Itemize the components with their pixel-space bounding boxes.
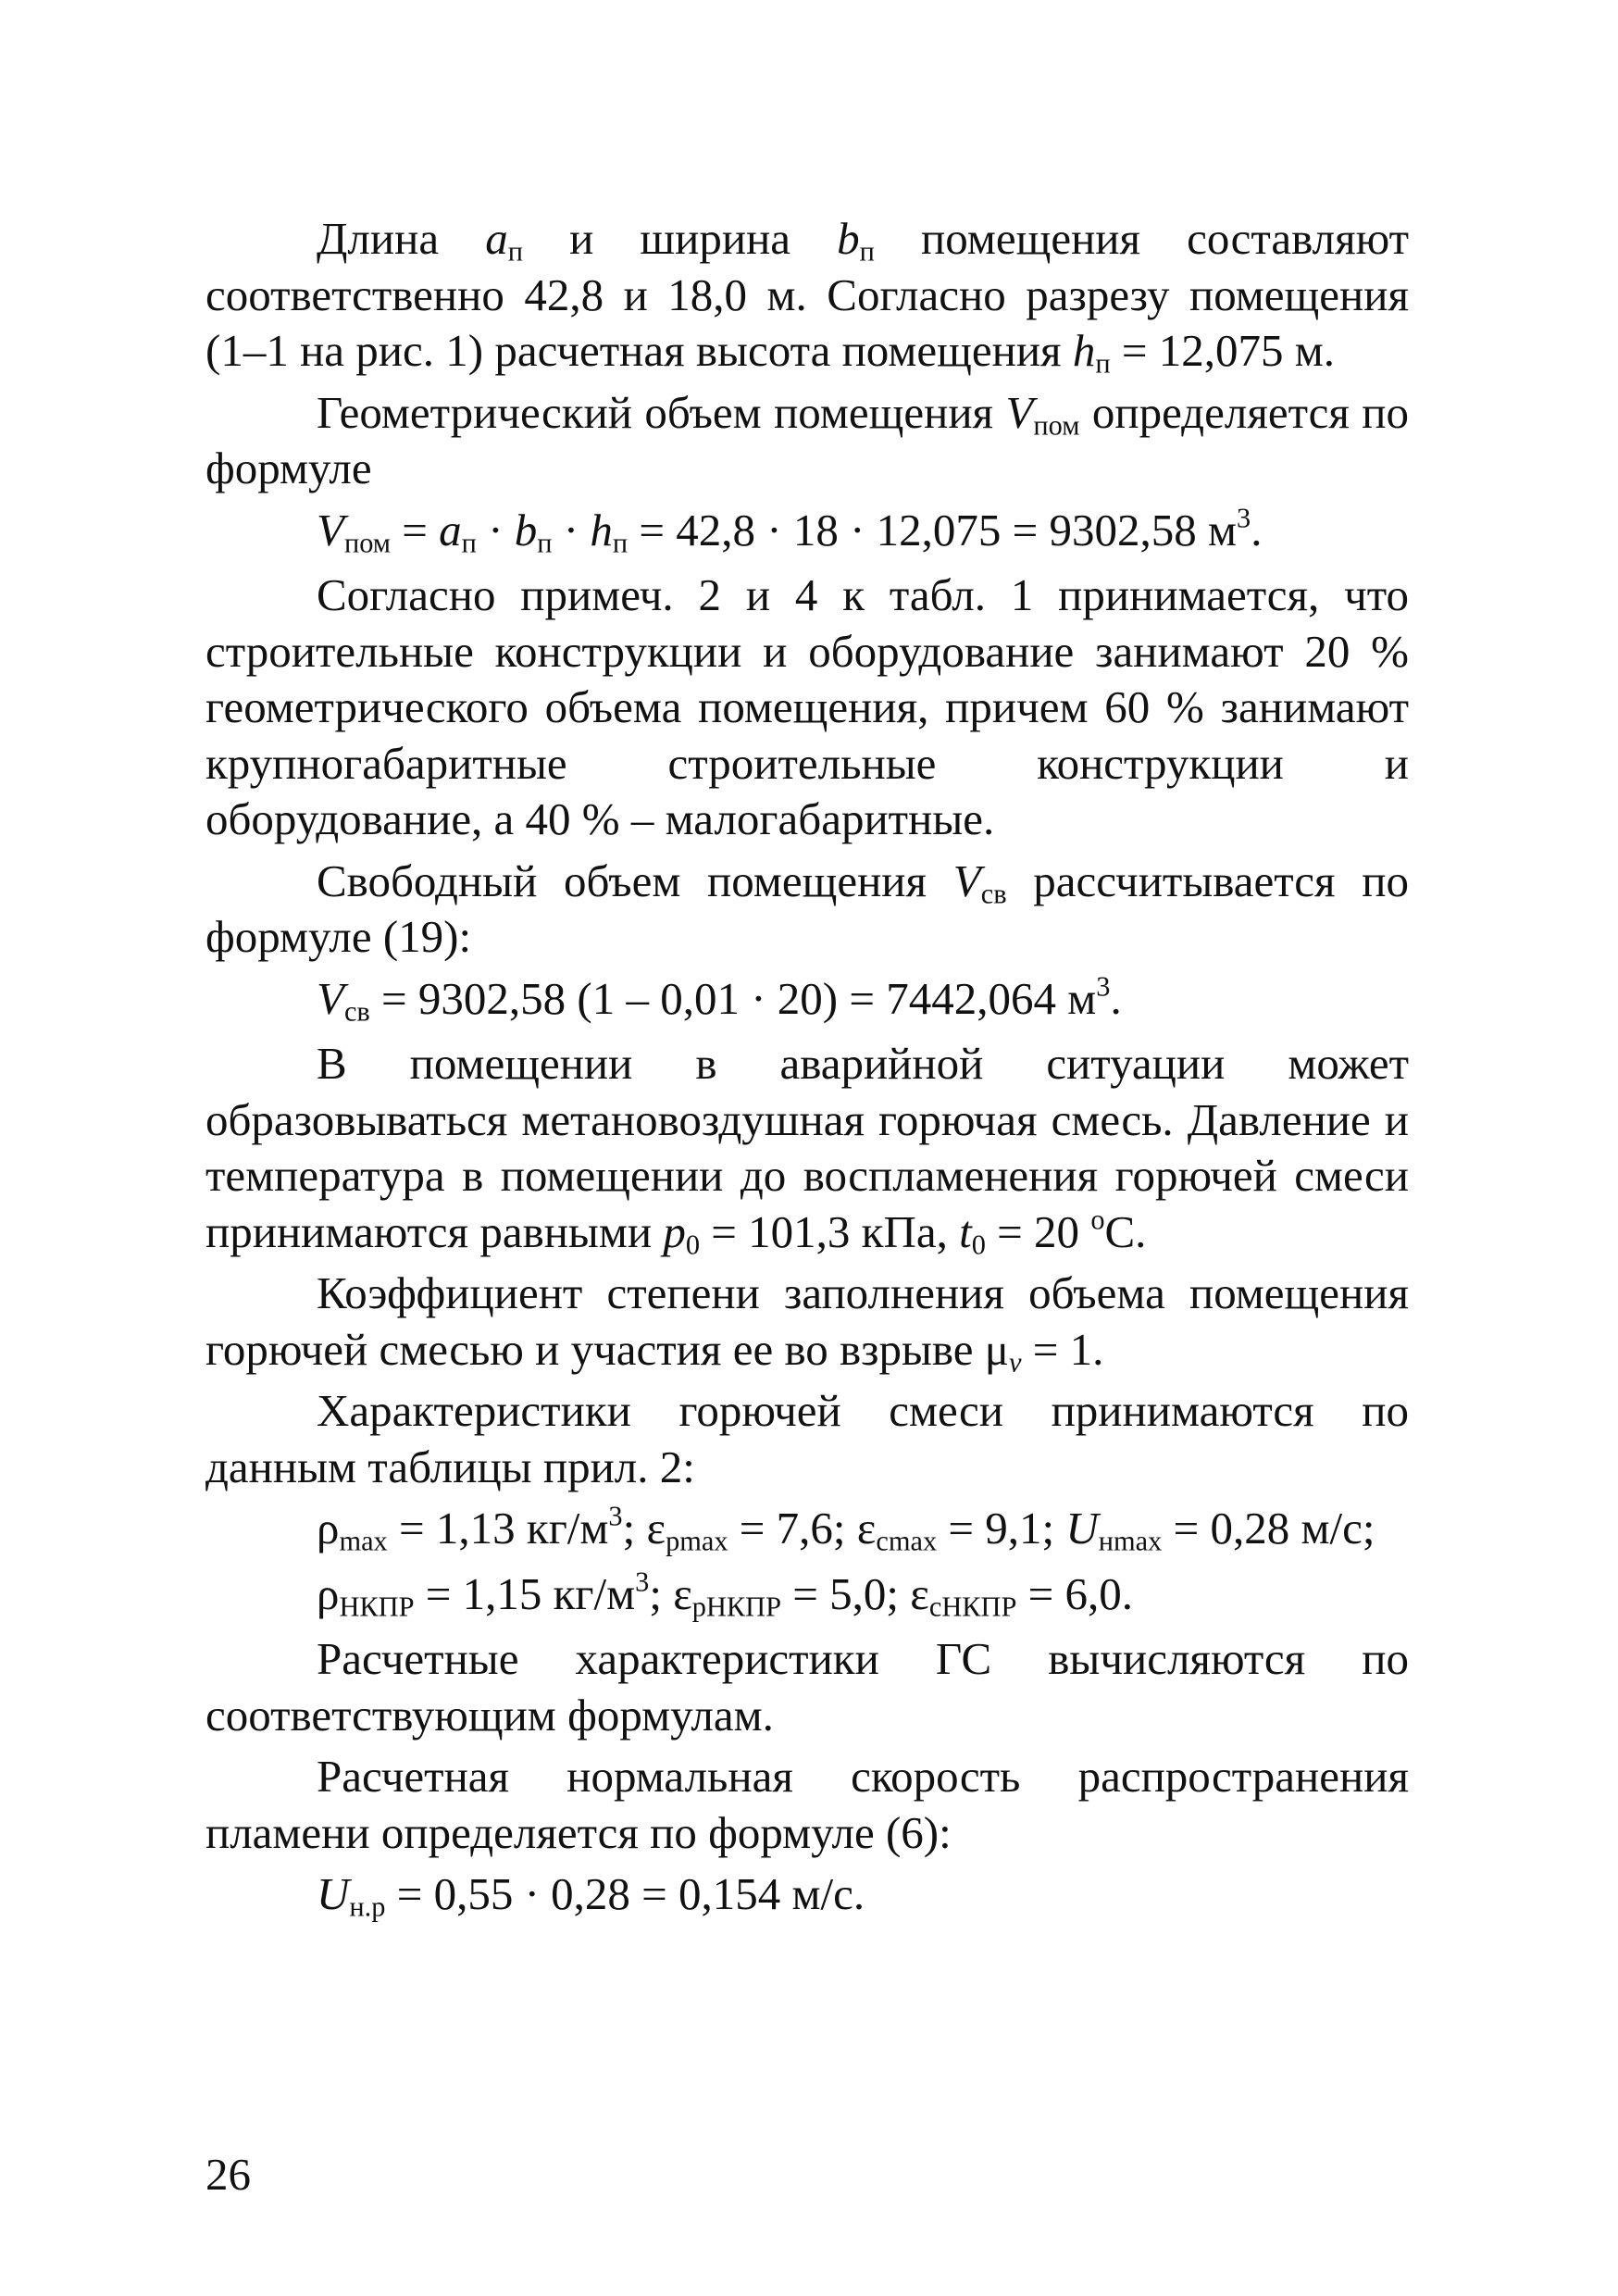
paragraph-mixture-characteristics: Характеристики горючей смеси принимаются по данным таблицы прил. 2: xyxy=(205,1385,1409,1492)
paragraph-flame-speed: Расчетная нормальная скорость распространения пламени определяется по формуле (6): xyxy=(205,1751,1409,1858)
page-number: 26 xyxy=(205,2149,251,2200)
formula-characteristics-max: $\rho_{max} = 1,13$ $кг/м^3$; $\varepsilon_{pmax} = 7,6$; $\varepsilon_{cmax} = 9,1$; $U_{нmax} = 0,28$ м/с; xyxy=(317,1500,1375,1557)
paragraph-geometric-volume: Геометрический объем помещения $V_{пом}$ определяется по формуле xyxy=(205,386,1409,493)
paragraph-equipment-share: Согласно примеч. 2 и 4 к табл. 1 принимается, что строительные конструкции и оборудование занимают 20 % геометрического объема помещения, причем 60 % занимают крупногабаритные строительные конструкции и оборудование, а 40 % – малогабаритные. xyxy=(205,569,1409,844)
paragraph-fill-coefficient: Коэффициент степени заполнения объема помещения горючей смесью и участия ее во взрыве $\mu_v = 1$. xyxy=(205,1267,1409,1379)
formula-flame-speed: $U_{н.р} = 0,55 \cdot 0,28 = 0,154$ м/с. xyxy=(317,1868,865,1923)
formula-characteristics-nkpr: $\rho_{НКПР} = 1,15$ $кг/м^3$; $\varepsilon_{pНКПР} = 5,0$; $\varepsilon_{cНКПР} = 6,0$. xyxy=(317,1565,1133,1623)
paragraph-free-volume: Свободный объем помещения $V_{св}$ рассчитывается по формуле (19): xyxy=(205,855,1409,962)
paragraph-initial-conditions: В помещении в аварийной ситуации может образовываться метановоздушная горючая смесь. Давление и температура в помещении до воспламенения горючей смеси принимаются равными $p_0 = 101,3$ кПа, $t_0 = 20$ $^o$С. xyxy=(205,1038,1409,1261)
formula-free-volume: $V_{св} = 9302,58$ (1 – 0,01 · 20) = 7442,064 $м^3$. xyxy=(317,969,1122,1028)
paragraph-calculated-characteristics: Расчетные характеристики ГС вычисляются по соответствующим формулам. xyxy=(205,1633,1409,1741)
page-body xyxy=(205,211,1409,1932)
formula-room-volume: $V_{пом} = a_п \cdot b_п \cdot h_п = 42,8 \cdot 18 \cdot 12,075 = 9302,58$ $м^3$. xyxy=(317,501,1263,559)
paragraph-room-dimensions: Длина $a_п$ и ширина $b_п$ помещения составляют соответственно 42,8 и 18,0 м. Согласно разрезу помещения (1–1 на рис. 1) расчетная высота помещения $h_п = 12,075$ м. xyxy=(205,213,1410,380)
